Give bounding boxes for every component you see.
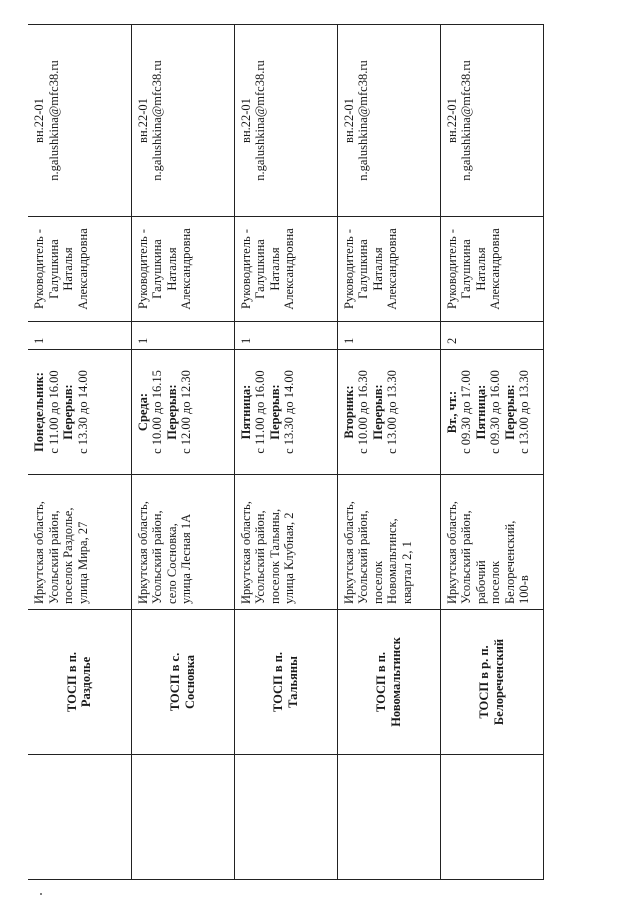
contact-line: вн.22-01 — [444, 98, 459, 143]
tosp-schedule-table — [28, 24, 544, 880]
manager-line: Наталья — [61, 247, 75, 291]
hours-range: с 13.00 до 13.30 — [385, 370, 399, 454]
hours-range: с 13.00 до 13.30 — [517, 370, 531, 454]
office-name-cell — [131, 610, 234, 755]
hours-heading: Вт., чт.: — [444, 390, 459, 434]
address-line: Усольский район, — [150, 510, 164, 604]
hours-heading: Перерыв: — [164, 384, 179, 440]
contact-cell — [440, 25, 543, 217]
manager-line: Руководитель - — [32, 229, 46, 309]
contact-line: вн.22-01 — [238, 98, 253, 143]
hours-heading: Вторник: — [341, 385, 356, 439]
windows-count: 1 — [135, 337, 150, 344]
manager-line: Руководитель - — [444, 229, 459, 309]
contact-line: n.galushkina@mfc38.ru — [150, 60, 164, 181]
table-row — [337, 25, 440, 880]
windows-count-cell — [28, 322, 131, 350]
address-line: улица Лесная 1А — [179, 513, 193, 604]
windows-count: 1 — [341, 337, 356, 344]
office-name-cell — [234, 610, 337, 755]
manager-line: Галушкина — [150, 239, 164, 299]
address-cell — [440, 475, 543, 610]
office-name-cell — [337, 610, 440, 755]
address-cell — [234, 475, 337, 610]
empty-cell — [337, 755, 440, 880]
address-line: Усольский район, — [46, 510, 61, 604]
hours-range: с 13.30 до 14.00 — [282, 370, 296, 454]
address-line: Усольский район, — [356, 510, 370, 604]
table-row — [131, 25, 234, 880]
working-hours-cell — [440, 350, 543, 475]
office-name-cell — [28, 610, 131, 755]
address-line: Иркутская область, — [341, 501, 356, 604]
hours-heading: Пятница: — [473, 384, 488, 440]
contact-cell — [28, 25, 131, 217]
manager-line: Галушкина — [356, 239, 370, 299]
empty-cell — [440, 755, 543, 880]
office-name-line: ТОСП в с. — [168, 652, 182, 712]
address-line: Усольский район, — [253, 510, 267, 604]
hours-range: с 09.30 до 16.00 — [488, 370, 502, 454]
manager-line: Наталья — [267, 247, 282, 291]
manager-line: Руководитель - — [135, 229, 150, 309]
working-hours-cell — [131, 350, 234, 475]
table-body — [28, 25, 543, 880]
address-line: поселок Раздолье, — [61, 507, 75, 604]
manager-line: Наталья — [164, 247, 179, 291]
empty-cell — [234, 755, 337, 880]
hours-range: с 11.00 до 16.00 — [253, 370, 267, 454]
table-row — [440, 25, 543, 880]
address-line: квартал 2, 1 — [399, 541, 414, 604]
hours-heading: Перерыв: — [61, 384, 75, 440]
table-row — [234, 25, 337, 880]
manager-line: Наталья — [473, 247, 488, 291]
address-line: поселок Тальяны, — [267, 508, 282, 604]
address-line: село Сосновка, — [164, 523, 179, 604]
address-line: улица Мира, 27 — [75, 521, 90, 604]
office-name-line: Сосновка — [182, 655, 197, 709]
manager-cell — [440, 217, 543, 322]
manager-line: Александровна — [385, 228, 399, 310]
empty-cell — [28, 755, 131, 880]
hours-range: с 13.30 до 14.00 — [75, 370, 90, 454]
hours-range: с 11.00 до 16.00 — [46, 370, 61, 454]
office-name-line: ТОСП в п. — [374, 651, 388, 713]
working-hours-cell — [234, 350, 337, 475]
windows-count-cell — [131, 322, 234, 350]
windows-count-cell — [337, 322, 440, 350]
office-name-line: Тальяны — [285, 656, 300, 708]
hours-heading: Понедельник: — [32, 372, 46, 452]
address-line: 100-в — [517, 575, 531, 604]
rotated-page — [28, 25, 543, 880]
manager-cell — [28, 217, 131, 322]
address-line: рабочий — [473, 560, 488, 604]
hours-range: с 10.00 до 16.30 — [356, 370, 370, 454]
office-name-cell — [440, 610, 543, 755]
windows-count: 2 — [444, 337, 459, 344]
manager-line: Галушкина — [46, 239, 61, 299]
manager-line: Александровна — [282, 228, 296, 310]
office-name-line: Новомальтинск — [388, 637, 403, 727]
contact-line: вн.22-01 — [32, 98, 46, 143]
contact-line: вн.22-01 — [135, 98, 150, 143]
windows-count: 1 — [32, 337, 46, 344]
address-cell — [131, 475, 234, 610]
windows-count-cell — [440, 322, 543, 350]
scan-speck — [40, 893, 42, 895]
contact-line: вн.22-01 — [341, 98, 356, 143]
hours-heading: Пятница: — [238, 384, 253, 440]
hours-range: с 12.00 до 12.30 — [179, 370, 193, 454]
address-cell — [28, 475, 131, 610]
manager-cell — [337, 217, 440, 322]
working-hours-cell — [28, 350, 131, 475]
contact-line: n.galushkina@mfc38.ru — [253, 60, 267, 181]
address-line: поселок — [370, 560, 385, 604]
hours-range: с 10.00 до 16.15 — [150, 370, 164, 454]
table-row — [28, 25, 131, 880]
manager-line: Руководитель - — [341, 229, 356, 309]
hours-heading: Перерыв: — [502, 384, 517, 440]
address-line: Иркутская область, — [444, 501, 459, 604]
office-name-line: Белореченский — [491, 638, 506, 726]
address-line: Иркутская область, — [238, 501, 253, 604]
office-name-line: ТОСП в п. — [64, 651, 79, 713]
address-line: улица Клубная, 2 — [282, 512, 296, 604]
manager-line: Руководитель - — [238, 229, 253, 309]
windows-count: 1 — [238, 337, 253, 344]
address-line: Иркутская область, — [135, 501, 150, 604]
manager-line: Александровна — [488, 228, 502, 310]
manager-cell — [234, 217, 337, 322]
manager-line: Александровна — [75, 228, 90, 310]
contact-line: n.galushkina@mfc38.ru — [459, 60, 473, 181]
contact-cell — [234, 25, 337, 217]
office-name-line: ТОСП в п. — [271, 651, 285, 713]
hours-heading: Перерыв: — [267, 384, 282, 440]
contact-line: n.galushkina@mfc38.ru — [356, 60, 370, 181]
address-line: Новомальтинск, — [385, 518, 399, 604]
office-name-line: Раздолье — [79, 656, 94, 708]
address-line: Иркутская область, — [32, 501, 46, 604]
hours-range: с 09.30 до 17.00 — [459, 370, 473, 454]
working-hours-cell — [337, 350, 440, 475]
manager-line: Галушкина — [459, 239, 473, 299]
manager-line: Александровна — [179, 228, 193, 310]
address-cell — [337, 475, 440, 610]
contact-cell — [337, 25, 440, 217]
contact-line: n.galushkina@mfc38.ru — [46, 60, 61, 181]
windows-count-cell — [234, 322, 337, 350]
address-line: поселок Белореченский, — [488, 520, 517, 604]
manager-line: Галушкина — [253, 239, 267, 299]
manager-cell — [131, 217, 234, 322]
office-name-line: ТОСП в р. п. — [477, 645, 491, 719]
contact-cell — [131, 25, 234, 217]
empty-cell — [131, 755, 234, 880]
manager-line: Наталья — [370, 247, 385, 291]
hours-heading: Среда: — [135, 392, 150, 432]
address-line: Усольский район, — [459, 510, 473, 604]
hours-heading: Перерыв: — [370, 384, 385, 440]
